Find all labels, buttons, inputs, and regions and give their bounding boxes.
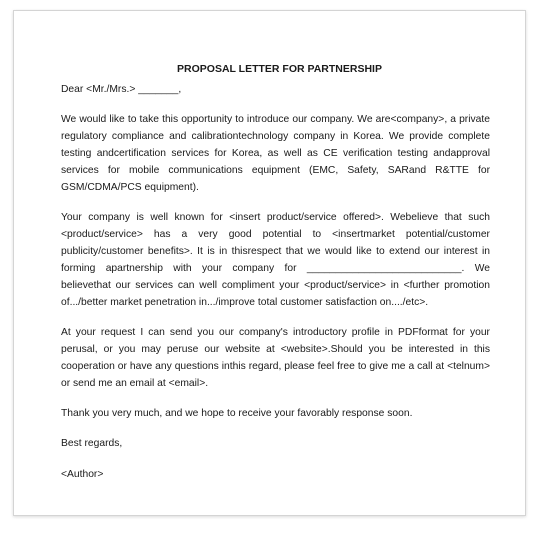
letter-body (61, 61, 490, 497)
paragraph-contact: At your request I can send you our company's introductory profile in PDFformat for your perusal, or you may peruse our website at <website>.Should you be interested in this cooperation or have any questions inthis regard, please feel free to give me a call at <telnum> or send me an email at <email>. (61, 327, 490, 389)
signature: <Author> (61, 469, 104, 480)
paragraph-thanks: Thank you very much, and we hope to receive your favorably response soon. (61, 408, 413, 419)
salutation: Dear <Mr./Mrs.> _______, (61, 84, 182, 95)
paragraph-introduction: We would like to take this opportunity to introduce our company. We are<company>, a private regulatory compliance and calibrationtechnology company in Korea. We provide complete testing andcertification services for Korea, as well as CE verification testing andapproval services for mobile communications equipment (EMC, Safety, SARand R&TTE for GSM/CDMA/PCS equipment). (61, 114, 490, 193)
paragraph-proposal: Your company is well known for <insert product/service offered>. Webelieve that such <product/service> has a very good potential to <insertmarket potential/customer publicity/customer benefits>. It is in thisrespect that we would like to extend our interest in forming apartnership with your company for ___________________________. We believethat our services can well compliment your <product/service> in <further promotion of.../better market penetration in.../improve total customer satisfaction on..../etc>. (61, 212, 490, 308)
document-page (13, 10, 526, 516)
letter-title: PROPOSAL LETTER FOR PARTNERSHIP (177, 63, 382, 75)
closing: Best regards, (61, 438, 123, 449)
